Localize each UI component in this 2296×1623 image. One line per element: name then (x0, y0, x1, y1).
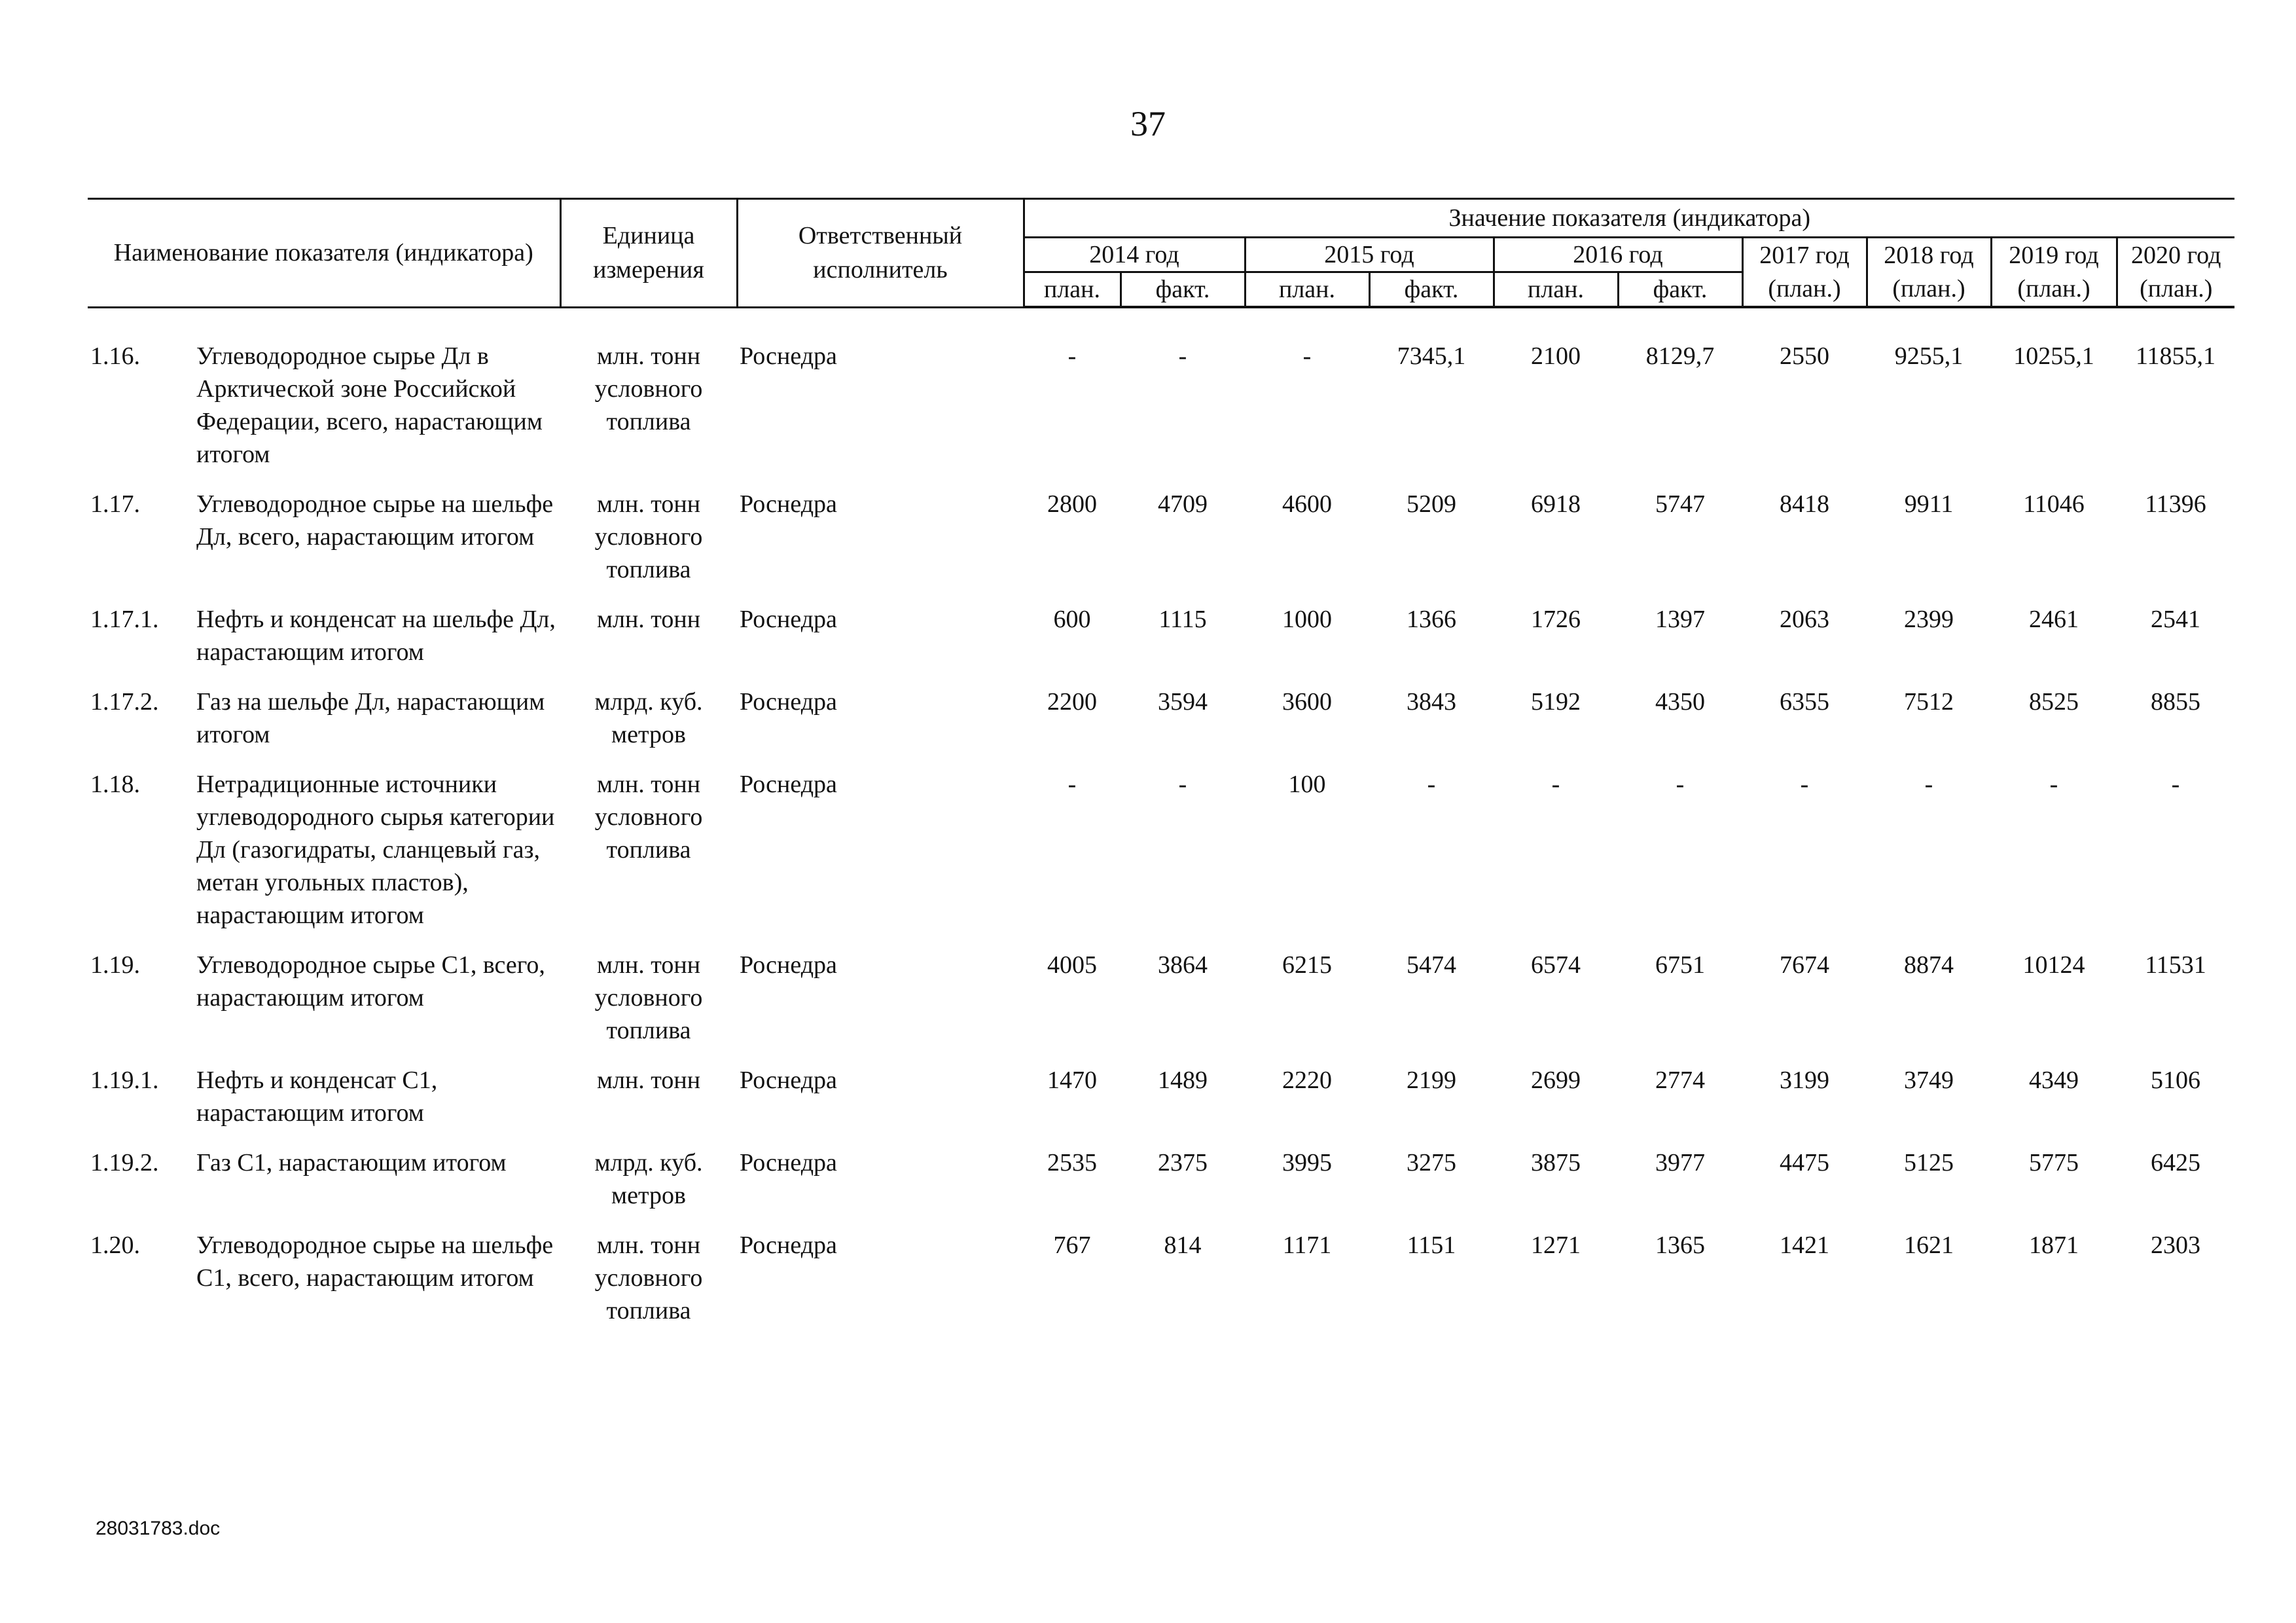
row-value: 2199 (1407, 1067, 1456, 1094)
row-name: Углеводородное сырье на шельфе С1, всего, нарастающим итогом (196, 1231, 554, 1292)
row-code: 1.17.1. (90, 606, 159, 633)
row-value: - (1178, 342, 1187, 370)
row-value: 4709 (1158, 490, 1208, 518)
footer-filename: 28031783.doc (96, 1518, 221, 1539)
row-value: 7674 (1780, 951, 1829, 979)
header-executor: Ответственный исполнитель (737, 199, 1024, 308)
row-value: 10255,1 (2013, 342, 2094, 370)
row-executor: Роснедра (740, 1067, 837, 1094)
row-code: 1.18. (90, 771, 140, 798)
row-value: 4475 (1780, 1149, 1829, 1176)
header-2014-plan: план. (1024, 272, 1121, 308)
row-unit: млн. тонн условного топлива (594, 771, 703, 864)
row-value: 8129,7 (1645, 342, 1715, 370)
row-value: 9911 (1904, 490, 1954, 518)
row-value: - (1427, 771, 1436, 798)
row-value: 2774 (1655, 1067, 1705, 1094)
row-name: Углеводородное сырье Дл в Арктической зоне Российской Федерации, всего, нарастающим итогом (196, 342, 543, 468)
row-value: 3995 (1282, 1149, 1332, 1176)
row-value: 4349 (2029, 1067, 2079, 1094)
row-value: 2200 (1047, 688, 1097, 716)
header-year-2015: 2015 год (1245, 238, 1494, 272)
header-year-2020: 2020 год (2117, 238, 2234, 272)
row-value: - (2171, 771, 2180, 798)
row-code: 1.20. (90, 1231, 140, 1259)
row-value: 2699 (1531, 1067, 1581, 1094)
table-row (88, 1229, 2234, 1344)
row-value: 2541 (2151, 606, 2200, 633)
row-executor: Роснедра (740, 342, 837, 370)
row-value: 4600 (1282, 490, 1332, 518)
row-value: 2535 (1047, 1149, 1097, 1176)
row-value: 1470 (1047, 1067, 1097, 1094)
table-row (88, 768, 2234, 949)
row-value: 6215 (1282, 951, 1332, 979)
header-name: Наименование показателя (индикатора) (88, 199, 560, 308)
header-year-2017: 2017 год (1742, 238, 1867, 272)
row-value: 6751 (1655, 951, 1705, 979)
row-value: 2303 (2151, 1231, 2200, 1259)
indicator-table (88, 198, 2234, 1344)
row-value: 2399 (1904, 606, 1954, 633)
header-2020-plan: (план.) (2117, 272, 2234, 308)
row-value: 600 (1053, 606, 1091, 633)
row-value: 5125 (1904, 1149, 1954, 1176)
table-header (88, 199, 2234, 308)
row-name: Нефть и конденсат на шельфе Дл, нарастающим итогом (196, 606, 556, 666)
row-unit: млрд. куб. метров (594, 688, 703, 748)
row-value: 10124 (2022, 951, 2085, 979)
table-body (88, 307, 2234, 1344)
row-value: 1871 (2029, 1231, 2079, 1259)
row-value: 5192 (1531, 688, 1581, 716)
page-number: 37 (1130, 104, 1166, 143)
row-executor: Роснедра (740, 1231, 837, 1259)
row-value: 1397 (1655, 606, 1705, 633)
header-year-2019: 2019 год (1991, 238, 2117, 272)
row-code: 1.17.2. (90, 688, 159, 716)
row-name: Газ С1, нарастающим итогом (196, 1149, 507, 1176)
row-value: 11855,1 (2135, 342, 2216, 370)
row-value: 9255,1 (1894, 342, 1964, 370)
row-unit: млн. тонн условного топлива (594, 1231, 703, 1324)
row-unit: млн. тонн условного топлива (594, 342, 703, 435)
row-value: - (1551, 771, 1560, 798)
row-value: 8418 (1780, 490, 1829, 518)
row-code: 1.17. (90, 490, 140, 518)
row-value: - (1067, 771, 1077, 798)
row-unit: млн. тонн (596, 606, 701, 633)
row-value: 6574 (1531, 951, 1581, 979)
row-value: 1115 (1158, 606, 1207, 633)
row-name: Нефть и конденсат С1, нарастающим итогом (196, 1067, 438, 1127)
row-value: - (1800, 771, 1809, 798)
row-value: 2063 (1780, 606, 1829, 633)
header-value-group: Значение показателя (индикатора) (1024, 199, 2234, 238)
header-year-2016: 2016 год (1494, 238, 1742, 272)
row-value: 1366 (1407, 606, 1456, 633)
row-value: 1000 (1282, 606, 1332, 633)
row-code: 1.19.2. (90, 1149, 159, 1176)
row-executor: Роснедра (740, 951, 837, 979)
row-value: 1365 (1655, 1231, 1705, 1259)
table-row (88, 1064, 2234, 1146)
row-value: 3749 (1904, 1067, 1954, 1094)
header-unit: Единица измерения (560, 199, 737, 308)
row-value: 814 (1164, 1231, 1202, 1259)
row-value: 11396 (2145, 490, 2206, 518)
row-value: 3275 (1407, 1149, 1456, 1176)
row-value: - (1676, 771, 1685, 798)
row-value: 100 (1288, 771, 1326, 798)
row-value: 3843 (1407, 688, 1456, 716)
row-value: 11046 (2023, 490, 2085, 518)
row-executor: Роснедра (740, 490, 837, 518)
row-value: 2100 (1531, 342, 1581, 370)
table-row (88, 949, 2234, 1064)
row-unit: млн. тонн (596, 1067, 701, 1094)
row-value: 3875 (1531, 1149, 1581, 1176)
row-value: 1726 (1531, 606, 1581, 633)
row-executor: Роснедра (740, 688, 837, 716)
header-2016-plan: план. (1494, 272, 1618, 308)
row-value: - (1924, 771, 1933, 798)
row-name: Нетрадиционные источники углеводородного сырья категории Дл (газогидраты, сланцевый газ, метан угольных пластов), нарастающим итогом (196, 771, 555, 929)
row-value: 1621 (1904, 1231, 1954, 1259)
row-value: - (1178, 771, 1187, 798)
row-value: 767 (1053, 1231, 1091, 1259)
row-name: Газ на шельфе Дл, нарастающим итогом (196, 688, 545, 748)
row-value: 1151 (1407, 1231, 1456, 1259)
row-value: - (1067, 342, 1077, 370)
row-unit: млн. тонн условного топлива (594, 490, 703, 583)
row-value: 2800 (1047, 490, 1097, 518)
row-value: 6918 (1531, 490, 1581, 518)
header-2017-plan: (план.) (1742, 272, 1867, 308)
row-value: 6425 (2151, 1149, 2200, 1176)
header-2016-fact: факт. (1618, 272, 1742, 308)
table-row (88, 340, 2234, 488)
row-value: 2375 (1158, 1149, 1208, 1176)
row-value: 5474 (1407, 951, 1456, 979)
row-value: 1271 (1531, 1231, 1581, 1259)
header-2015-fact: факт. (1369, 272, 1494, 308)
row-value: 8855 (2151, 688, 2200, 716)
row-value: 5106 (2151, 1067, 2200, 1094)
table-row (88, 603, 2234, 685)
header-2014-fact: факт. (1121, 272, 1245, 308)
header-2015-plan: план. (1245, 272, 1369, 308)
row-executor: Роснедра (740, 771, 837, 798)
row-value: 7345,1 (1397, 342, 1466, 370)
header-year-2018: 2018 год (1867, 238, 1991, 272)
row-value: - (1302, 342, 1312, 370)
row-value: 2220 (1282, 1067, 1332, 1094)
header-2019-plan: (план.) (1991, 272, 2117, 308)
row-value: 2550 (1780, 342, 1829, 370)
row-code: 1.16. (90, 342, 140, 370)
row-value: - (2049, 771, 2058, 798)
row-value: 1421 (1780, 1231, 1829, 1259)
table-row (88, 685, 2234, 768)
row-value: 5775 (2029, 1149, 2079, 1176)
row-value: 1489 (1158, 1067, 1208, 1094)
row-code: 1.19. (90, 951, 140, 979)
row-value: 8874 (1904, 951, 1954, 979)
row-value: 4005 (1047, 951, 1097, 979)
table-row (88, 488, 2234, 603)
row-executor: Роснедра (740, 606, 837, 633)
row-value: 3600 (1282, 688, 1332, 716)
row-name: Углеводородное сырье на шельфе Дл, всего, нарастающим итогом (196, 490, 554, 551)
row-executor: Роснедра (740, 1149, 837, 1176)
row-value: 1171 (1282, 1231, 1332, 1259)
header-2018-plan: (план.) (1867, 272, 1991, 308)
row-value: 5209 (1407, 490, 1456, 518)
row-name: Углеводородное сырье С1, всего, нарастающим итогом (196, 951, 545, 1012)
row-value: 2461 (2029, 606, 2079, 633)
row-value: 11531 (2145, 951, 2206, 979)
table-row (88, 1146, 2234, 1229)
row-value: 3594 (1158, 688, 1208, 716)
row-value: 6355 (1780, 688, 1829, 716)
row-value: 7512 (1904, 688, 1954, 716)
row-value: 5747 (1655, 490, 1705, 518)
header-year-2014: 2014 год (1024, 238, 1245, 272)
row-value: 3864 (1158, 951, 1208, 979)
row-unit: млрд. куб. метров (594, 1149, 703, 1209)
row-value: 3199 (1780, 1067, 1829, 1094)
row-unit: млн. тонн условного топлива (594, 951, 703, 1044)
row-value: 4350 (1655, 688, 1705, 716)
row-value: 3977 (1655, 1149, 1705, 1176)
row-code: 1.19.1. (90, 1067, 159, 1094)
row-value: 8525 (2029, 688, 2079, 716)
